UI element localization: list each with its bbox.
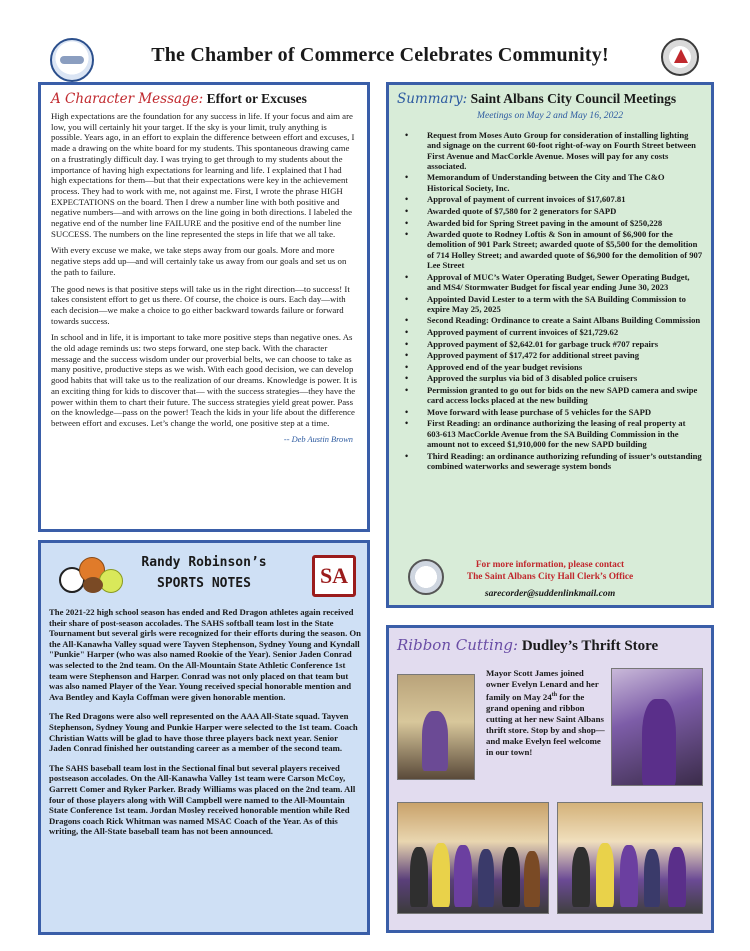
list-item: • Request from Moses Auto Group for consideration of installing lighting and signage on the current 60-foot right-of-way on Fourth Street between First Avenue and MacCorkle Avenue. Moses will pay for any costs associated. [397,130,703,171]
ribbon-cutting-photo [397,802,549,914]
list-item: • Approved payment of $2,642.01 for garbage truck #707 repairs [397,339,703,349]
contact-email-link[interactable]: sarecorder@suddenlinkmail.com [484,588,616,599]
sa-monogram-logo: SA [312,555,356,597]
city-seal-logo [661,38,699,76]
paragraph: The 2021-22 high school season has ended and Red Dragon athletes again received their share of post-season accolades. The SAHS softball team lost in the State Tournament but several girls were recognized for their efforts during the season. On the All-Kanawha Valley squad were Tayven Stephenson, Sydney Young and Kyndall "Punkie" Harper (who was also named Rookie of the Year). Senior Jaden Conrad was selected to the 2nd team. On the All-Mountain State Athletic Conference 1st team were Stephenson and Harper. Conrad was not only placed on that team but was also named Player of the Year. Young received special honorable mention and Ava Bentley and Kayla Coffman were given honorable mention. [49,607,361,702]
list-item: • Approved the surplus via bid of 3 disabled police cruisers [397,373,703,383]
ribbon-cutting-section [386,625,714,933]
paragraph: The good news is that positive steps will take us in the right direction—to success! It takes consistent effort to get us there. Of course, the choice is ours. Each day—with each decision—we make a choice to go either backward towards failure or forward towards success. [51,283,350,326]
ribbon-label: Ribbon Cutting: [397,636,519,654]
list-item: • Approved payment of $17,472 for additional street paving [397,350,703,360]
list-item: • Approved payment of current invoices of $21,729.62 [397,327,703,337]
council-actions-list [397,130,703,471]
sports-title-line2: SPORTS NOTES [157,576,251,591]
sports-notes-section [38,540,370,935]
chamber-logo [50,38,94,82]
sports-title-line1: Randy Robinson’s [141,555,267,570]
list-item: • Awarded bid for Spring Street paving in the amount of $250,228 [397,218,703,228]
contact-office: The Saint Albans City Hall Clerk’s Office [466,572,634,582]
summary-label: Summary: [397,91,468,107]
character-message-heading [51,91,359,107]
contact-info [389,559,711,601]
character-message-title: Effort or Excuses [206,91,307,106]
sports-body [49,607,361,846]
paragraph: The Red Dragons were also well represented on the AAA All-State squad. Tayven Stephenson, Sydney Young and Punkie Harper were selected to the 1st team. Coach Christian Watts will be glad to have those three players back next year. Senior Jaden Conrad finished her outstanding career as a member of the second team. [49,711,358,754]
ribbon-title: Dudley’s Thrift Store [521,638,659,654]
storefront-photo [397,674,475,780]
character-message-label: A Character Message: [51,91,204,107]
paragraph: With every excuse we make, we take steps away from our goals. More and more negative steps add up—and will certainly take us away from our goals and set us on the path to failure. [51,245,347,277]
owner-photo [611,668,703,786]
list-item: • Awarded quote to Rodney Loftis & Son in amount of $6,900 for the demolition of 901 Park Street; awarded quote of $5,500 for the demolition of 714 Holley Street; and awarded quote of $6,900 for the demolition of 907 Lee Street [397,229,703,270]
list-item: • Permission granted to go out for bids on the new SAPD camera and swipe card access locks placed at the new building [397,385,703,406]
list-item: • Approval of payment of current invoices of $17,607.81 [397,194,703,204]
paragraph: In school and in life, it is important to take more positive steps than negative ones. As the old adage reminds us: two steps forward, one step back. With the character message and the success wisdom under our proverbial belts, we can choose to take as many positive, productive steps as we wish. With each good decision, we can develop good habits that will take us to the realization of our dreams. Knowledge is power. It is an exciting thing for kids to discover that— with the success strategies—they have the power within them to chart their future. The success strategies yield great power. Pass on the knowledge—pass on the power! Teach the kids in your life about the difference between effort and excuses. Let’s change the world, one positive step at a time. [51,332,357,428]
list-item: • Memorandum of Understanding between the City and The C&O Historical Society, Inc. [397,172,703,193]
meeting-dates: Meetings on May 2 and May 16, 2022 [476,110,623,121]
list-item: • Approved end of the year budget revisions [397,362,703,372]
list-item: • Awarded quote of $7,580 for 2 generators for SAPD [397,206,703,216]
list-item: • Third Reading: an ordinance authorizing refunding of issuer’s outstanding combined waterworks and sewerage system bonds [397,451,703,472]
ribbon-heading [397,636,703,655]
list-item: • Appointed David Lester to a term with the SA Building Commission to expire May 25, 2025 [397,294,703,315]
character-message-section [38,82,370,532]
paragraph: High expectations are the foundation for any success in life. If your focus and aim are low, you will certainly hit your target. If the sky is your limit, truly anything is possible. Years ago, in an effort to explain the difference between effort and excuses, I made a drawing on the white board for my students. This spontaneous drawing came on a frustratingly difficult day. I was trying to get through to my students about the importance of having high expectations for learning and life. I explained that I had high expectations for them—but that their expectations were key in the achievement process. They had to work with me, not against me. First, I wrote the phrase HIGH EXPECTATIONS on the board. Then I drew a number line with both positive and negative numbers—and with arrows on the line going in both directions. I labeled the negative end of the number line FAILURE and the positive end of the number line SUCCESS. The numbers on the line represented the steps in life that we all take. [51,111,355,239]
ribbon-cutting-group-photo [557,802,703,914]
summary-title: Saint Albans City Council Meetings [470,91,677,106]
contact-line: For more information, please contact [475,560,625,570]
paragraph: The SAHS baseball team lost in the Sectional final but several players received postseason accolades. On the All-Kanawha Valley 1st team were Carson McCoy, Garrett Comer and Ryker Parker. Brady Williams was placed on the 2nd team. All four of those players along with Will Campbell were named to the All-Mountain State Conference 1st team. Jordan Mosley received honorable mention while Red Dragons coach Rick Whitman was named MSAC Coach of the Year. As of this writing, the All-State baseball team has not been announced. [49,762,356,837]
list-item: • First Reading: an ordinance authorizing the leasing of real property at 603-613 MacCorkle Avenue from the SA Building Commission in the amount not to exceed $1,910,000 for the new SAPD building [397,418,703,449]
ribbon-description: Mayor Scott James joined owner Evelyn Lenard and her family on May 24th for the grand opening and ribbon cutting at her new Saint Albans thrift store. Stop by and shop—and make Evelyn feel welcome in our town! [486,668,605,757]
author-signature: -- Deb Austin Brown [283,434,353,444]
council-summary-section [386,82,714,608]
summary-heading [397,91,703,107]
page-title: The Chamber of Commerce Celebrates Community! [151,44,609,66]
list-item: • Second Reading: Ordinance to create a Saint Albans Building Commission [397,315,703,325]
list-item: • Approval of MUC’s Water Operating Budget, Sewer Operating Budget, and MS4/ Stormwater Budget for fiscal year ending June 30, 2023 [397,272,703,293]
list-item: • Move forward with lease purchase of 5 vehicles for the SAPD [397,407,703,417]
